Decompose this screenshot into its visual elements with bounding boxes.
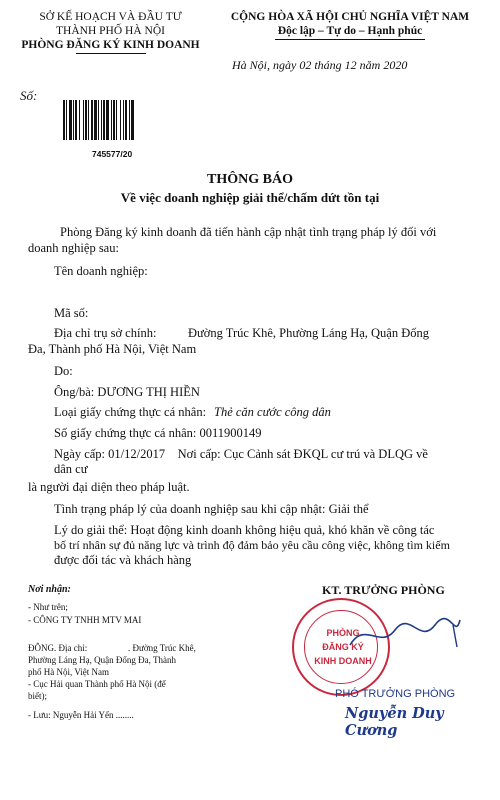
legal-rep-note: là người đại diện theo pháp luật.: [28, 480, 190, 494]
recipient-1: - Như trên;: [28, 602, 68, 612]
seal-line-3: KINH DOANH: [314, 656, 372, 666]
id-type-label: Loại giấy chứng thực cá nhân:: [54, 405, 207, 419]
issue-info-2: dân cư: [54, 462, 88, 476]
dissolution-reason-2: bố trí nhân sự đủ năng lực và trình độ đảm bảo yêu cầu công việc, không tìm kiếm: [54, 538, 450, 552]
recipient-3b: . Đường Trúc Khê,: [128, 643, 196, 653]
issuer-underline: [76, 53, 146, 54]
motto-underline: [275, 39, 425, 40]
document-number-label: Số:: [20, 88, 38, 103]
document-subtitle: Về việc doanh nghiệp giải thể/chấm dứt tồn tại: [120, 190, 380, 205]
recipient-4a: - Cục Hải quan Thành phố Hà Nội (để: [28, 679, 166, 689]
intro-line-1: Phòng Đăng ký kinh doanh đã tiến hành cập nhật tình trạng pháp lý đối với: [60, 225, 437, 239]
recipient-3a: ĐÔNG. Địa chỉ:: [28, 643, 88, 653]
recipient-4b: biết);: [28, 691, 47, 701]
recipient-3d: phố Hà Nội, Việt Nam: [28, 667, 110, 677]
national-header: [200, 10, 500, 40]
recipient-2: - CÔNG TY TNHH MTV MAI: [28, 615, 142, 625]
issuer-line-2: THÀNH PHỐ HÀ NỘI: [56, 25, 165, 37]
representative-name: Ông/bà: DƯƠNG THỊ HIỀN: [54, 385, 200, 399]
intro-line-2: doanh nghiệp sau:: [28, 241, 119, 255]
document-title: THÔNG BÁO: [207, 172, 293, 187]
national-title: CỘNG HÒA XÃ HỘI CHỦ NGHĨA VIỆT NAM: [230, 11, 470, 23]
barcode: [63, 100, 171, 140]
dissolution-reason-3: được đối tác và khách hàng: [54, 553, 192, 567]
recipient-5: - Lưu: Nguyễn Hải Yến ........: [28, 710, 134, 720]
issuer-line-3: PHÒNG ĐĂNG KÝ KINH DOANH: [21, 39, 200, 51]
address-value-2: Đa, Thành phố Hà Nội, Việt Nam: [28, 342, 197, 356]
signer-name: Nguyễn Duy Cương: [345, 705, 444, 739]
id-number: Số giấy chứng thực cá nhân: 0011900149: [54, 426, 262, 440]
recipients-label: Nơi nhận:: [28, 584, 71, 595]
barcode-number: 745577/20: [92, 149, 133, 159]
issuer-header: [8, 10, 213, 54]
signer-title: KT. TRƯỞNG PHÒNG: [322, 583, 445, 597]
issue-info: Ngày cấp: 01/12/2017 Nơi cấp: Cục Cảnh sát ĐKQL cư trú và DLQG về: [54, 447, 428, 461]
address-label: Địa chỉ trụ sở chính:: [54, 326, 157, 340]
legal-status: Tình trạng pháp lý của doanh nghiệp sau khi cập nhật: Giải thể: [54, 502, 369, 516]
seal-line-2: ĐĂNG KÝ: [322, 642, 364, 652]
company-name-label: Tên doanh nghiệp:: [54, 264, 148, 278]
address-value: Đường Trúc Khê, Phường Láng Hạ, Quận Đống: [188, 326, 429, 340]
issue-date: Hà Nội, ngày 02 tháng 12 năm 2020: [232, 58, 408, 72]
id-type-value: Thẻ căn cước công dân: [214, 405, 331, 419]
dissolution-reason-1: Lý do giải thể: Hoạt động kinh doanh không hiệu quả, khó khăn về công tác: [54, 523, 435, 537]
tax-code-label: Mã số:: [54, 306, 89, 320]
handwritten-signature: [345, 615, 465, 655]
signer-role: PHÓ TRƯỞNG PHÒNG: [335, 688, 456, 700]
by-label: Do:: [54, 364, 73, 378]
seal-line-1: PHÒNG: [326, 628, 360, 638]
national-motto: Độc lập – Tự do – Hạnh phúc: [277, 25, 423, 37]
issuer-line-1: SỞ KẾ HOẠCH VÀ ĐẦU TƯ: [39, 11, 182, 23]
recipient-3c: Phường Láng Hạ, Quận Đống Đa, Thành: [28, 655, 176, 665]
